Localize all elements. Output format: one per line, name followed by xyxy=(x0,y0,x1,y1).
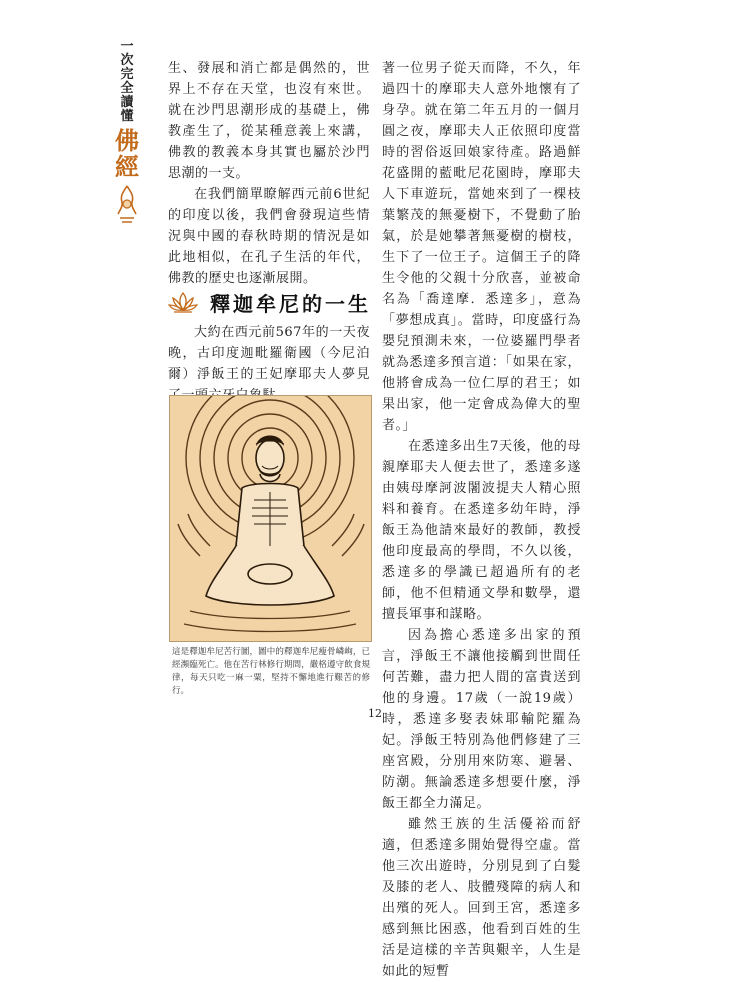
illustration-drawing xyxy=(170,396,371,641)
paragraph: 在悉達多出生7天後，他的母親摩耶夫人便去世了，悉達多遂由姨母摩訶波闍波提夫人精心照料和養育。在悉達多幼年時，淨飯王為他請來最好的教師，教授他印度最高的學問，不久以後，悉達多的學識已超過所有的老師，他不但精通文學和數學，還擅長軍事和謀略。 xyxy=(382,439,581,622)
lotus-icon xyxy=(168,290,198,314)
paragraph: 雖然王族的生活優裕而舒適，但悉達多開始覺得空虛。當他三次出遊時，分別見到了白髮及膝的老人、肢體殘障的病人和出殯的死人。回到王宮，悉達多感到無比困惑，他看到百姓的生活是這樣的辛苦與艱辛，人生是如此的短暫 xyxy=(382,817,581,979)
left-column-bottom xyxy=(168,322,370,406)
section-heading xyxy=(168,286,378,318)
series-emphasis: 佛經 xyxy=(115,126,139,181)
illustration-caption: 這是釋迦牟尼苦行圖，圖中的釋迦牟尼瘦骨嶙峋，已經瀕臨死亡。他在苦行林修行期間，嚴格遵守飲食規律，每天只吃一麻一粟，堅持不懈地進行艱苦的修行。 xyxy=(172,647,370,696)
paragraph: 生、發展和消亡都是偶然的，世界上不存在天堂，也沒有來世。就在沙門思潮形成的基礎上，佛教產生了，從某種意義上來講，佛教的教義本身其實也屬於沙門思潮的一支。 xyxy=(168,61,370,181)
page-number: 12 xyxy=(368,707,382,720)
paragraph: 大約在西元前567年的一天夜晚，古印度迦毗羅衛國（今尼泊爾）淨飯王的王妃摩耶夫人夢見 xyxy=(168,325,370,382)
ascetic-buddha-illustration xyxy=(169,395,372,642)
right-column xyxy=(382,58,581,982)
series-title: 一次完全讀懂 xyxy=(120,39,134,124)
hand-ornament-icon xyxy=(114,184,140,224)
paragraph: 因為擔心悉達多出家的預言，淨飯王不讓他接觸到世間任何苦難，盡力把人間的富貴送到他的身邊。17歲（一說19歲）時，悉達多娶表妹耶輸陀羅為妃。淨飯王特別為他們修建了三座宮殿，分別用來防寒、避暑、防潮。無論悉達多想要什麼，淨飯王都全力滿足。 xyxy=(382,628,581,811)
left-column-top xyxy=(168,58,370,289)
paragraph: 著一位男子從天而降，不久，年過四十的摩耶夫人意外地懷有了身孕。就在第二年五月的一個月圓之夜，摩耶夫人正依照印度當時的習俗返回娘家待產。路過鮮花盛開的藍毗尼花園時，摩耶夫人下車遊玩，當她來到了一棵枝葉繁茂的無憂樹下，不覺動了胎氣，於是她攀著無憂樹的樹枝，生下了一位王子。這個王子的降生令他的父親十分欣喜，並被命名為「喬達摩．悉達多」，意為「夢想成真」。當時，印度盛行為嬰兒預測未來，一位婆羅門學者就為悉達多預言道：「如果在家，他將會成為一位仁厚的君王；如果出家，他一定會成為偉大的聖者。」 xyxy=(382,61,581,433)
section-title: 釋迦牟尼的一生 xyxy=(210,291,371,316)
series-label xyxy=(112,40,142,224)
paragraph: 在我們簡單瞭解西元前6世紀的印度以後，我們會發現這些情況與中國的春秋時期的情況是如此地相似，在孔子生活的年代，佛教的歷史也逐漸展開。 xyxy=(168,187,370,286)
